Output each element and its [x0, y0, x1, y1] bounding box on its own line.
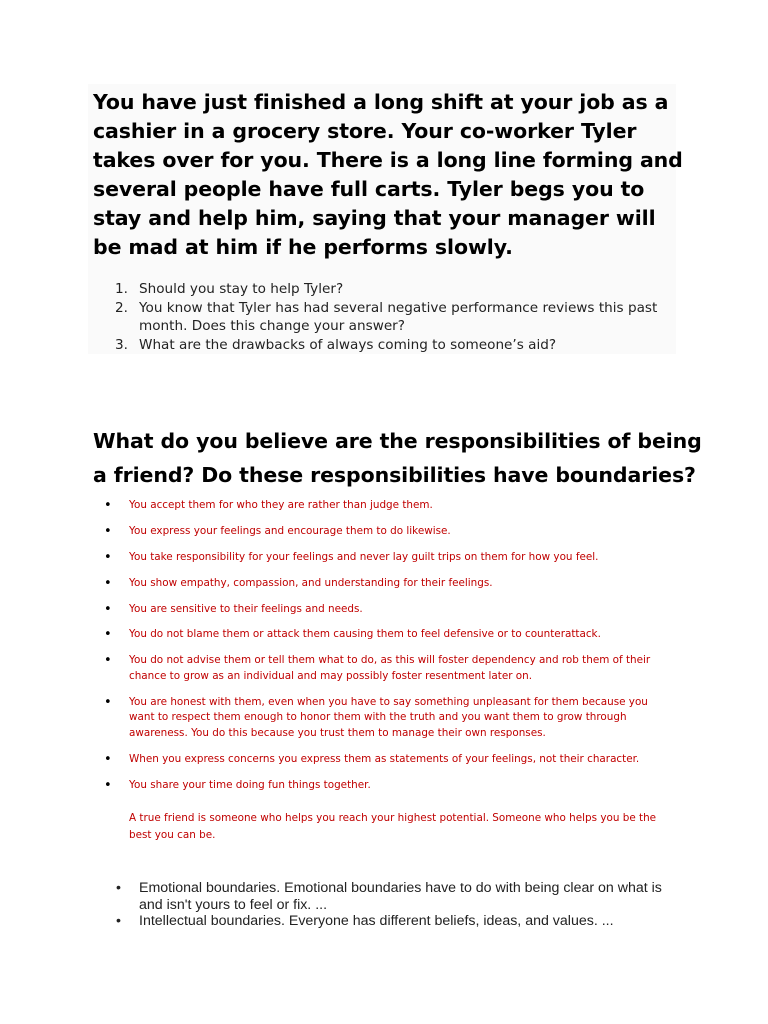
list-item	[98, 778, 668, 794]
list-item-text: You take responsibility for your feelings and never lay guilt trips on them for how you feel.	[129, 550, 599, 563]
question-item	[111, 299, 671, 336]
list-item	[98, 550, 668, 566]
list-item	[116, 913, 676, 930]
question-number: 1.	[115, 281, 128, 297]
bullet-icon: •	[104, 777, 112, 793]
bullet-icon: •	[104, 523, 112, 539]
question-text: You know that Tyler has had several negative performance reviews this past month. Does this change your answer?	[139, 299, 658, 334]
bullet-icon: •	[104, 694, 112, 710]
list-item	[98, 695, 668, 742]
bullet-icon: •	[104, 575, 112, 591]
bullet-icon: •	[104, 549, 112, 565]
list-item-text: Emotional boundaries. Emotional boundaries have to do with being clear on what is and isn't yours to feel or fix. ...	[139, 880, 662, 913]
list-item	[98, 653, 668, 684]
list-item-text: Intellectual boundaries. Everyone has different beliefs, ideas, and values. ...	[139, 913, 614, 929]
list-item-text: You share your time doing fun things together.	[129, 778, 371, 791]
list-item-text: You are honest with them, even when you have to say something unpleasant for them because you want to respect them enough to honor them with the truth and you want them to grow through awareness. You do this because you trust them to manage their own responses.	[129, 695, 648, 739]
list-item	[116, 880, 676, 913]
question-item	[111, 280, 671, 299]
list-item	[98, 627, 668, 643]
list-item	[98, 498, 668, 514]
bullet-icon: •	[104, 627, 112, 643]
list-item	[98, 752, 668, 768]
list-item-text: You do not blame them or attack them causing them to feel defensive or to counterattack.	[129, 628, 601, 641]
question-number: 2.	[115, 299, 128, 316]
friendship-responsibilities-list	[98, 498, 668, 793]
list-item-text: You show empathy, compassion, and understanding for their feelings.	[129, 576, 493, 589]
bullet-icon: •	[104, 601, 112, 617]
list-item-text: You do not advise them or tell them what to do, as this will foster dependency and rob them of their chance to grow as an individual and may possibly foster resentment later on.	[129, 654, 651, 682]
bullet-icon: •	[104, 653, 112, 669]
question-text: What are the drawbacks of always coming to someone’s aid?	[139, 336, 557, 353]
list-item-text: You express your feelings and encourage them to do likewise.	[129, 524, 451, 537]
bullet-icon: •	[104, 751, 112, 767]
scenario-heading: You have just finished a long shift at your job as a cashier in a grocery store. Your co-worker Tyler takes over for you. There is a long line forming and several people have full carts. Tyler begs you to stay and help him, saying that your manager will be mad at him if he performs slowly.	[93, 90, 683, 259]
scenario-questions	[111, 280, 671, 354]
friendship-closing-note: A true friend is someone who helps you reach your highest potential. Someone who helps you be the best you can be.	[129, 812, 657, 841]
boundaries-list	[116, 880, 676, 930]
list-item-text: You are sensitive to their feelings and needs.	[129, 602, 363, 615]
bullet-icon: •	[116, 913, 121, 929]
friendship-heading: What do you believe are the responsibilities of being a friend? Do these responsibilities have boundaries?	[93, 429, 702, 487]
list-item	[98, 602, 668, 618]
list-item-text: When you express concerns you express them as statements of your feelings, not their character.	[129, 752, 640, 765]
list-item	[98, 576, 668, 592]
question-item	[111, 336, 671, 355]
question-text: Should you stay to help Tyler?	[139, 281, 344, 297]
bullet-icon: •	[104, 498, 112, 513]
question-number: 3.	[115, 336, 128, 353]
bullet-icon: •	[116, 880, 121, 896]
list-item-text: You accept them for who they are rather than judge them.	[129, 499, 433, 511]
list-item	[98, 524, 668, 540]
